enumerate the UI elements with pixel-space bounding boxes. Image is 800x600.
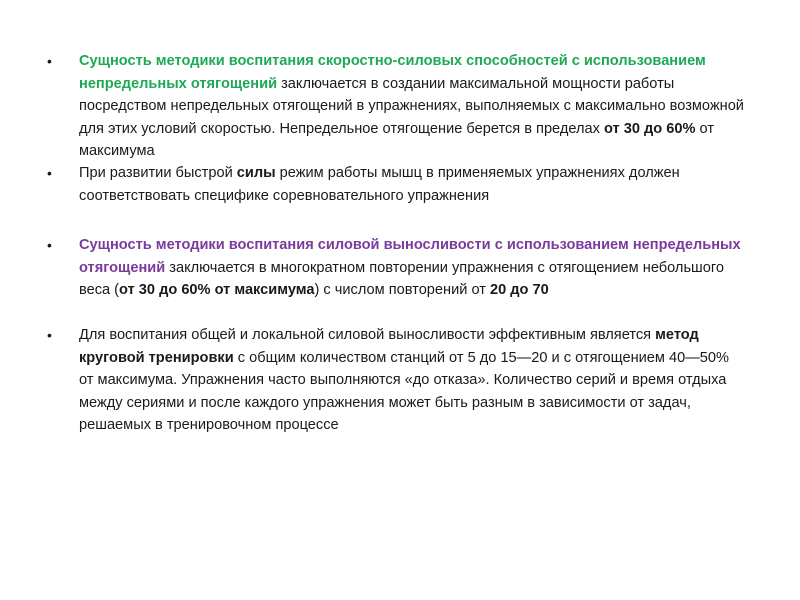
bold-text: от 30 до 60% (603, 120, 696, 137)
text: При развитии быстрой (79, 165, 237, 181)
bold-text: 20 до 70 (490, 282, 549, 299)
text: заключается в многократном повторении упражнения с отягощением небольшого веса ( (79, 259, 724, 299)
bullet-item-speed-strength (45, 50, 745, 163)
bold-text: от 30 до 60% от максимума (119, 282, 315, 299)
text: с общим количеством станций от 5 до 15—20 и с отягощением 40—50% от максимума. Упражнения часто выполняются «до отказа». Количество серий и время отдыха между сериями и после каждого упражнения может быть разным в зависимости от задач, решаемых в тренировочном процессе (79, 349, 730, 434)
paragraph (45, 50, 745, 163)
bullet-item-fast-strength (45, 162, 745, 207)
bullet-dot-icon: • (47, 165, 52, 181)
text: режим работы мышц в применяемых упражнениях должен соответствовать специфике соревновательного упражнения (79, 165, 680, 204)
heading-phrase-green: Сущность методики воспитания скоростно-силовых способностей с использованием непредельных отягощений (79, 53, 706, 92)
text: Для воспитания общей и локальной силовой выносливости эффективным является (79, 327, 656, 343)
bold-text: силы (236, 165, 276, 181)
heading-phrase-purple: Сущность методики воспитания силовой выносливости с использованием непредельных отягощений (79, 237, 741, 276)
paragraph (45, 162, 745, 207)
bold-text: метод круговой тренировки (79, 327, 699, 366)
text: заключается в создании максимальной мощности работы посредством непредельных отягощений в упражнениях, выполняемых с максимально возможной для этих условий скоростью. Непредельное отягощение берется в пределах (79, 75, 744, 137)
bullet-item-strength-endurance (45, 234, 745, 302)
text: от максимума (79, 120, 715, 160)
paragraph (45, 324, 745, 437)
bullet-dot-icon: • (47, 327, 52, 343)
text: ) с числом повторений от (314, 282, 490, 299)
paragraph (45, 234, 745, 302)
bullet-dot-icon: • (47, 53, 52, 69)
bullet-dot-icon: • (47, 237, 52, 253)
bullet-item-circuit-training (45, 324, 745, 437)
